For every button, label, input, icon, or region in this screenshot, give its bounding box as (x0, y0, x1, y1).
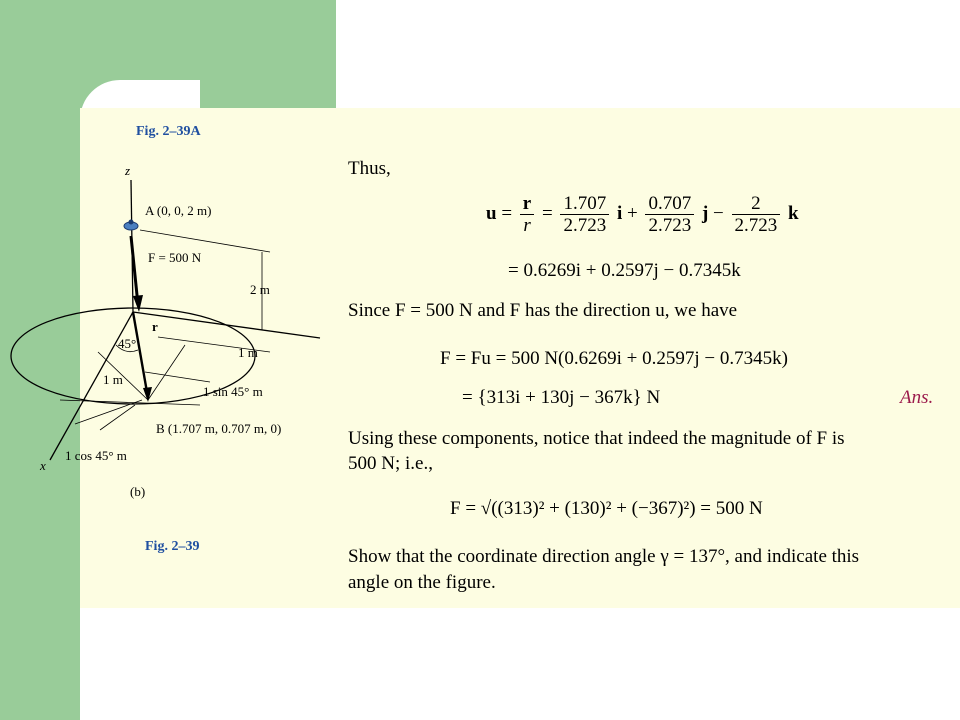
using-text-line2: 500 N; i.e., (348, 453, 433, 474)
cos-label: 1 cos 45° m (65, 448, 127, 463)
since-text: Since F = 500 N and F has the direction u, we have (348, 300, 738, 321)
thus-text: Thus, (348, 158, 391, 179)
point-b-label: B (1.707 m, 0.707 m, 0) (156, 421, 282, 436)
figure-title: Fig. 2–39A (136, 124, 201, 139)
force-result: = {313i + 130j − 367k} N (462, 387, 661, 408)
x-axis-label: x (40, 458, 46, 473)
unit-vector-equation: u = $\frac{r}{r}$ = $\frac{1.707}{2.723}$ i + $\frac{0.707}{2.723}$ j − $\frac{2}{2.723}$ k (486, 193, 799, 236)
force-equation: F = Fu = 500 N(0.6269i + 0.2597j − 0.7345k) (440, 348, 788, 369)
height-label: 2 m (250, 282, 270, 297)
subfigure-label: (b) (130, 484, 146, 499)
one-m-right-label: 1 m (238, 345, 258, 360)
show-text-line2: angle on the figure. (348, 572, 496, 593)
force-label: F = 500 N (148, 250, 202, 265)
angle-label: 45° (118, 336, 137, 351)
r-vector-label: r (152, 319, 158, 334)
z-axis-label: z (125, 163, 131, 178)
sin-label: 1 sin 45° m (203, 384, 263, 399)
using-text-line1: Using these components, notice that indeed the magnitude of F is (348, 428, 845, 449)
answer-marker: Ans. (900, 387, 934, 408)
show-text-line1: Show that the coordinate direction angle γ = 137°, and indicate this (348, 546, 860, 567)
magnitude-equation: F = √((313)² + (130)² + (−367)²) = 500 N (450, 498, 763, 519)
point-a-label: A (0, 0, 2 m) (145, 203, 212, 218)
unit-vector-result: = 0.6269i + 0.2597j − 0.7345k (508, 260, 741, 281)
figure-caption: Fig. 2–39 (145, 539, 200, 554)
one-m-left-label: 1 m (103, 372, 123, 387)
